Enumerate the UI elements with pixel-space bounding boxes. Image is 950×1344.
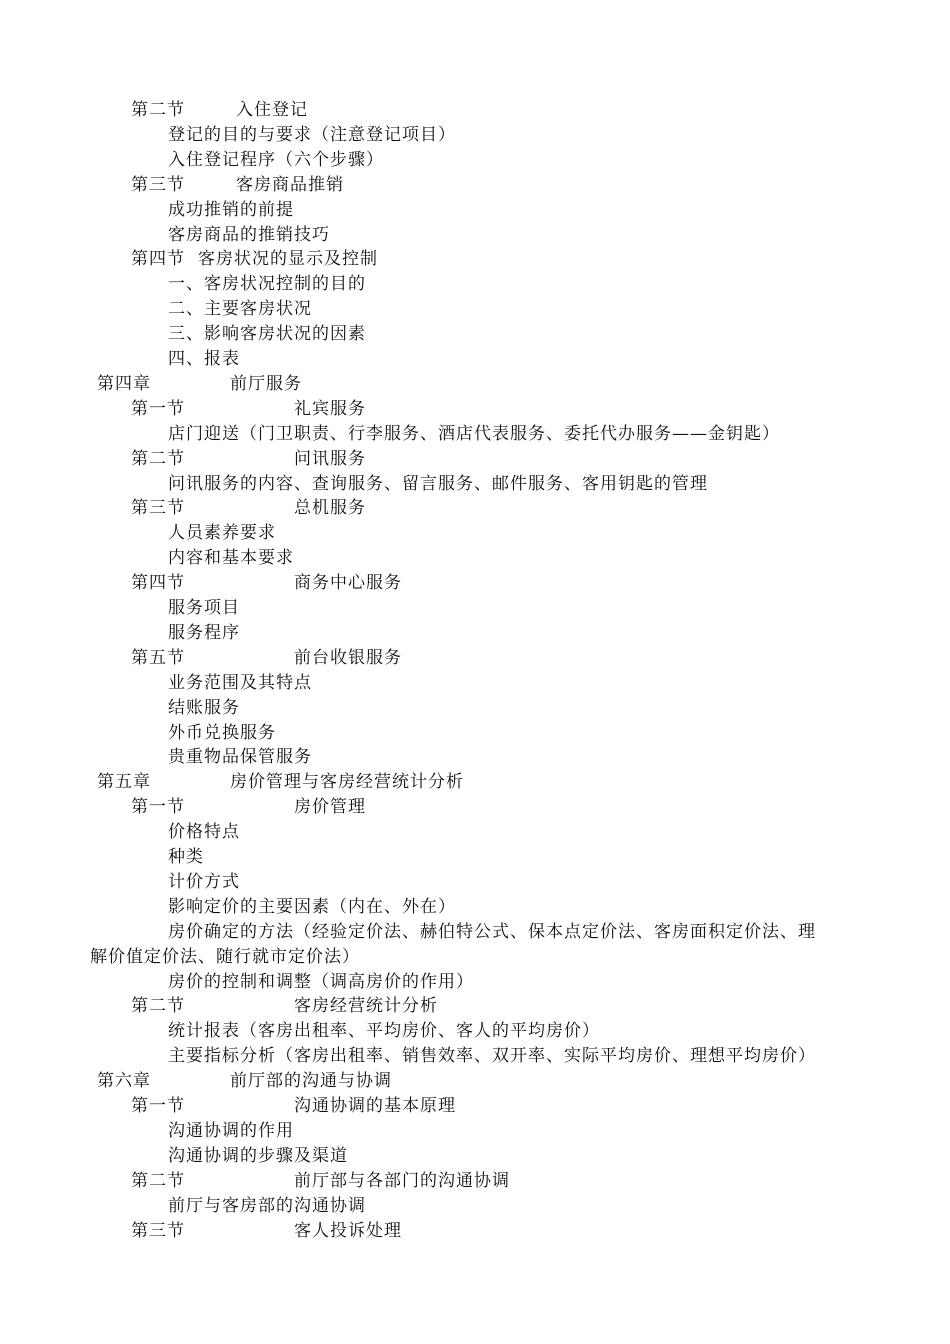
item-text: 房价的控制和调整（调高房价的作用）: [168, 971, 474, 992]
item-text: 前厅与客房部的沟通协调: [168, 1195, 366, 1216]
section-number: 第二节: [131, 100, 185, 120]
section-number: 第一节: [131, 797, 185, 818]
section-title: 客房经营统计分析: [294, 996, 438, 1017]
item-text: 成功推销的前提: [168, 199, 294, 220]
chapter-title: 前厅服务: [230, 373, 302, 394]
item-text: 二、主要客房状况: [168, 299, 312, 320]
section-number: 第三节: [131, 174, 185, 195]
chapter-number: 第四章: [97, 373, 151, 394]
item-text: 价格特点: [168, 822, 240, 843]
item-text: 问讯服务的内容、查询服务、留言服务、邮件服务、客用钥匙的管理: [168, 473, 708, 494]
item-text: 外币兑换服务: [168, 722, 276, 743]
item-text: 登记的目的与要求（注意登记项目）: [168, 124, 456, 145]
item-text: 内容和基本要求: [168, 548, 294, 569]
item-text: 沟通协调的步骤及渠道: [168, 1145, 348, 1166]
item-text: 影响定价的主要因素（内在、外在）: [168, 896, 456, 917]
section-title: 前厅部与各部门的沟通协调: [294, 1170, 510, 1191]
section-title: 房价管理: [294, 797, 366, 818]
item-text: 服务项目: [168, 598, 240, 618]
section-number: 第二节: [131, 448, 185, 469]
section-title: 客房商品推销: [236, 174, 344, 195]
item-text: 结账服务: [168, 697, 240, 718]
item-text: 沟通协调的作用: [168, 1120, 294, 1141]
item-text: 一、客房状况控制的目的: [168, 274, 366, 295]
section-title: 沟通协调的基本原理: [294, 1096, 456, 1116]
item-text: 贵重物品保管服务: [168, 747, 312, 768]
item-text: 统计报表（客房出租率、平均房价、客人的平均房价）: [168, 1021, 600, 1042]
item-text: 三、影响客房状况的因素: [168, 324, 366, 345]
chapter-title: 前厅部的沟通与协调: [230, 1071, 392, 1092]
section-number: 第三节: [131, 498, 185, 519]
chapter-number: 第五章: [97, 772, 151, 793]
chapter-title: 房价管理与客房经营统计分析: [230, 772, 464, 793]
item-text: 入住登记程序（六个步骤）: [168, 149, 384, 170]
item-text: 房价确定的方法（经验定价法、赫伯特公式、保本点定价法、客房面积定价法、理: [168, 921, 816, 942]
section-number: 第二节: [131, 996, 185, 1017]
item-text: 解价值定价法、随行就市定价法）: [90, 946, 360, 967]
section-number: 第四节: [131, 573, 185, 594]
section-title: 商务中心服务: [294, 573, 402, 594]
item-text: 店门迎送（门卫职责、行李服务、酒店代表服务、委托代办服务——金钥匙）: [168, 423, 780, 444]
item-text: 业务范围及其特点: [168, 672, 312, 693]
item-text: 种类: [168, 847, 204, 867]
item-text: 主要指标分析（客房出租率、销售效率、双开率、实际平均房价、理想平均房价）: [168, 1046, 816, 1067]
item-text: 计价方式: [168, 871, 240, 892]
item-text: 客房商品的推销技巧: [168, 224, 330, 245]
section-number: 第四节: [131, 249, 185, 270]
section-number: 第二节: [131, 1170, 185, 1191]
section-number: 第五节: [131, 647, 185, 668]
item-text: 人员素养要求: [168, 523, 276, 544]
section-title: 总机服务: [294, 498, 366, 519]
section-title: 问讯服务: [294, 448, 366, 469]
section-number: 第一节: [131, 1096, 185, 1116]
item-text: 服务程序: [168, 622, 240, 643]
section-title: 前台收银服务: [294, 647, 402, 668]
item-text: 四、报表: [168, 349, 240, 369]
section-title: 入住登记: [236, 100, 308, 120]
section-number: 第一节: [131, 398, 185, 419]
section-title: 客房状况的显示及控制: [198, 249, 378, 270]
section-title: 客人投诉处理: [294, 1220, 402, 1241]
section-title: 礼宾服务: [294, 398, 366, 419]
chapter-number: 第六章: [97, 1071, 151, 1092]
section-number: 第三节: [131, 1220, 185, 1241]
